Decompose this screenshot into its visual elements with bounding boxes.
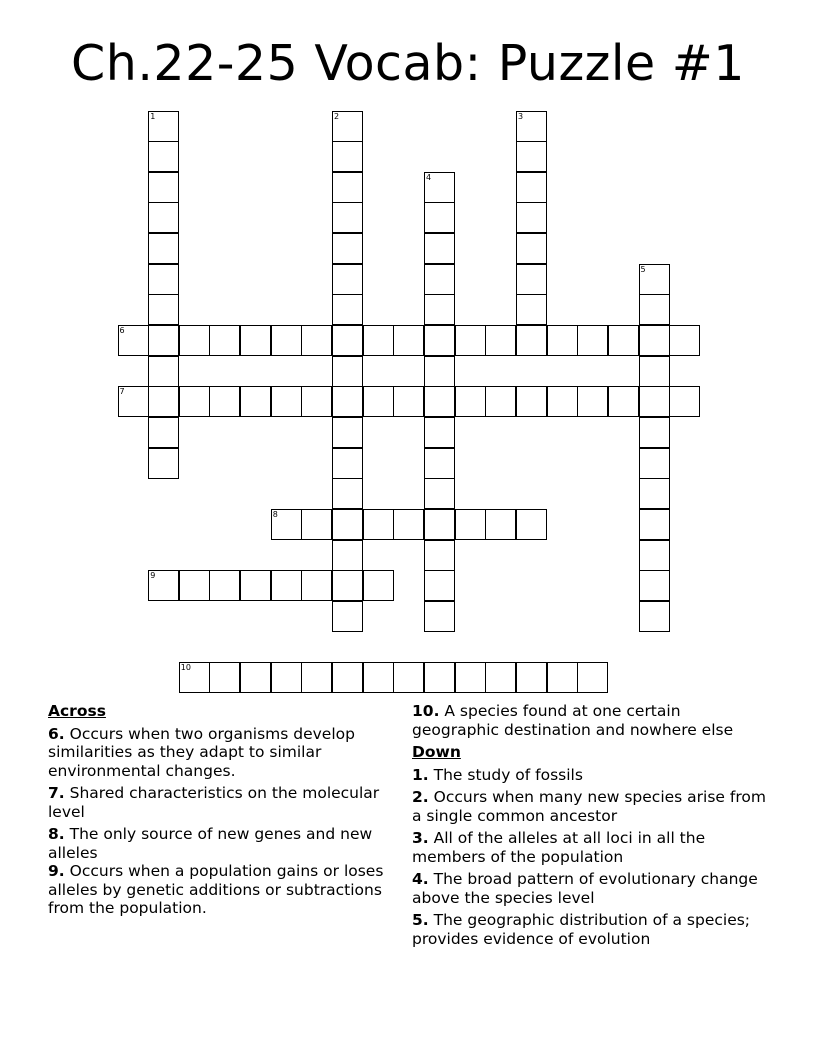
- crossword-cell[interactable]: [148, 386, 179, 417]
- clue-text: The only source of new genes and new alleles: [48, 825, 373, 862]
- crossword-cell[interactable]: [179, 662, 210, 693]
- cell-number: 1: [150, 111, 156, 121]
- crossword-cell[interactable]: [547, 325, 578, 356]
- crossword-cell[interactable]: [424, 417, 455, 448]
- crossword-cell[interactable]: [148, 172, 179, 203]
- clue-number: 3.: [412, 829, 429, 847]
- crossword-cell[interactable]: [393, 386, 424, 417]
- crossword-cell[interactable]: [240, 325, 271, 356]
- crossword-cell[interactable]: [363, 662, 394, 693]
- clue-text: The study of fossils: [433, 765, 583, 784]
- crossword-cell[interactable]: [669, 386, 700, 417]
- crossword-cell[interactable]: [393, 325, 424, 356]
- crossword-cell[interactable]: [639, 448, 670, 479]
- crossword-cell[interactable]: [669, 325, 700, 356]
- crossword-cell[interactable]: [424, 662, 455, 693]
- cell-number: 5: [640, 264, 646, 274]
- crossword-cell[interactable]: [516, 325, 547, 356]
- crossword-cell[interactable]: [424, 540, 455, 571]
- crossword-cell[interactable]: [363, 386, 394, 417]
- crossword-cell[interactable]: [179, 570, 210, 601]
- crossword-cell[interactable]: [363, 570, 394, 601]
- crossword-cell[interactable]: [148, 448, 179, 479]
- crossword-cell[interactable]: [455, 325, 486, 356]
- crossword-cell[interactable]: [516, 111, 547, 142]
- crossword-cell[interactable]: [639, 601, 670, 632]
- crossword-cell[interactable]: [332, 264, 363, 295]
- crossword-cell[interactable]: [424, 386, 455, 417]
- crossword-cell[interactable]: [516, 264, 547, 295]
- clue-number: 6.: [48, 724, 65, 743]
- crossword-cell[interactable]: [455, 386, 486, 417]
- clue-number: 8.: [48, 825, 65, 843]
- crossword-cell[interactable]: [424, 509, 455, 540]
- crossword-cell[interactable]: [639, 325, 670, 356]
- crossword-cell[interactable]: [516, 662, 547, 693]
- crossword-cell[interactable]: [118, 386, 149, 417]
- crossword-cell[interactable]: [577, 386, 608, 417]
- crossword-cell[interactable]: [485, 325, 516, 356]
- clue-across-6: [48, 725, 393, 781]
- cell-number: 2: [334, 111, 340, 121]
- crossword-cell[interactable]: [209, 662, 240, 693]
- crossword-cell[interactable]: [424, 325, 455, 356]
- crossword-cell[interactable]: [332, 540, 363, 571]
- clue-number: 7.: [48, 784, 65, 802]
- crossword-cell[interactable]: [301, 662, 332, 693]
- cell-number: 6: [119, 326, 125, 335]
- crossword-cell[interactable]: [332, 570, 363, 601]
- cell-number: 10: [180, 663, 191, 673]
- crossword-cell[interactable]: [301, 570, 332, 601]
- crossword-cell[interactable]: [148, 325, 179, 356]
- cell-number: 9: [150, 571, 156, 581]
- crossword-cell[interactable]: [577, 325, 608, 356]
- clue-text: All of the alleles at all loci in all the members of the population: [412, 829, 706, 866]
- crossword-cell[interactable]: [301, 325, 332, 356]
- crossword-cell[interactable]: [516, 509, 547, 540]
- crossword-cell[interactable]: [332, 662, 363, 693]
- crossword-cell[interactable]: [639, 264, 670, 295]
- crossword-cell[interactable]: [639, 356, 670, 387]
- crossword-cell[interactable]: [209, 386, 240, 417]
- crossword-cell[interactable]: [577, 662, 608, 693]
- crossword-cell[interactable]: [424, 356, 455, 387]
- across-heading: Across: [48, 702, 106, 720]
- crossword-cell[interactable]: [547, 662, 578, 693]
- clue-down-5: [412, 911, 772, 948]
- clue-number: 10.: [412, 702, 440, 720]
- cell-number: 8: [272, 509, 278, 519]
- clue-number: 5.: [412, 911, 429, 929]
- clue-across-8: [48, 825, 393, 862]
- crossword-cell[interactable]: [485, 509, 516, 540]
- crossword-cell[interactable]: [332, 172, 363, 203]
- crossword-cell[interactable]: [301, 386, 332, 417]
- crossword-cell[interactable]: [271, 662, 302, 693]
- crossword-cell[interactable]: [516, 141, 547, 172]
- crossword-cell[interactable]: [455, 509, 486, 540]
- crossword-cell[interactable]: [271, 570, 302, 601]
- crossword-cell[interactable]: [332, 141, 363, 172]
- crossword-cell[interactable]: [148, 111, 179, 142]
- cell-number: 4: [426, 172, 432, 182]
- crossword-cell[interactable]: [424, 294, 455, 325]
- clue-text: The broad pattern of evolutionary change above the species level: [412, 870, 758, 907]
- crossword-cell[interactable]: [424, 233, 455, 264]
- crossword-cell[interactable]: [424, 172, 455, 203]
- clue-text: Occurs when a population gains or loses alleles by genetic additions or subtractions from the population.: [48, 862, 384, 917]
- crossword-cell[interactable]: [332, 325, 363, 356]
- crossword-cell[interactable]: [332, 202, 363, 233]
- crossword-cell[interactable]: [118, 325, 149, 356]
- crossword-cell[interactable]: [332, 111, 363, 142]
- crossword-cell[interactable]: [148, 233, 179, 264]
- crossword-cell[interactable]: [485, 386, 516, 417]
- crossword-cell[interactable]: [516, 233, 547, 264]
- crossword-cell[interactable]: [424, 478, 455, 509]
- crossword-cell[interactable]: [485, 662, 516, 693]
- clue-number: 1.: [412, 765, 429, 784]
- crossword-cell[interactable]: [608, 325, 639, 356]
- crossword-cell[interactable]: [424, 570, 455, 601]
- crossword-cell[interactable]: [271, 386, 302, 417]
- crossword-cell[interactable]: [332, 448, 363, 479]
- crossword-cell[interactable]: [240, 570, 271, 601]
- crossword-cell[interactable]: [332, 417, 363, 448]
- crossword-cell[interactable]: [639, 417, 670, 448]
- crossword-cell[interactable]: [393, 509, 424, 540]
- clue-text: A species found at one certain geographic destination and nowhere else: [412, 702, 734, 739]
- clue-across-9: [48, 862, 393, 918]
- crossword-cell[interactable]: [179, 386, 210, 417]
- crossword-cell[interactable]: [148, 141, 179, 172]
- crossword-cell[interactable]: [424, 448, 455, 479]
- clue-text: Occurs when two organisms develop similarities as they adapt to similar environmental changes.: [48, 724, 355, 780]
- clues-left-column: [48, 702, 393, 922]
- crossword-cell[interactable]: [148, 264, 179, 295]
- crossword-cell[interactable]: [332, 233, 363, 264]
- crossword-cell[interactable]: [363, 325, 394, 356]
- crossword-cell[interactable]: [608, 386, 639, 417]
- crossword-cell[interactable]: [639, 540, 670, 571]
- crossword-cell[interactable]: [148, 417, 179, 448]
- crossword-cell[interactable]: [424, 264, 455, 295]
- crossword-cell[interactable]: [393, 662, 424, 693]
- clue-down-3: [412, 829, 772, 866]
- crossword-cell[interactable]: [148, 294, 179, 325]
- clue-across-10: [412, 702, 772, 739]
- crossword-cell[interactable]: [148, 570, 179, 601]
- cell-number: 7: [119, 387, 125, 397]
- clue-down-4: [412, 870, 772, 907]
- clue-text: Shared characteristics on the molecular level: [48, 784, 380, 821]
- cell-number: 3: [518, 111, 524, 121]
- crossword-cell[interactable]: [639, 509, 670, 540]
- clue-number: 4.: [412, 870, 429, 888]
- clue-number: 9.: [48, 862, 65, 880]
- crossword-cell[interactable]: [179, 325, 210, 356]
- crossword-cell[interactable]: [363, 509, 394, 540]
- crossword-cell[interactable]: [516, 202, 547, 233]
- crossword-cell[interactable]: [547, 386, 578, 417]
- crossword-cell[interactable]: [639, 570, 670, 601]
- crossword-cell[interactable]: [240, 662, 271, 693]
- crossword-cell[interactable]: [516, 172, 547, 203]
- crossword-cell[interactable]: [639, 294, 670, 325]
- crossword-cell[interactable]: [332, 294, 363, 325]
- crossword-cell[interactable]: [301, 509, 332, 540]
- clue-text: The geographic distribution of a species; provides evidence of evolution: [412, 911, 751, 948]
- crossword-cell[interactable]: [516, 386, 547, 417]
- clue-number: 2.: [412, 788, 429, 806]
- crossword-cell[interactable]: [271, 325, 302, 356]
- crossword-cell[interactable]: [455, 662, 486, 693]
- crossword-cell[interactable]: [209, 325, 240, 356]
- down-heading: Down: [412, 743, 461, 761]
- page-title: Ch.22-25 Vocab: Puzzle #1: [71, 35, 745, 92]
- clue-down-2: [412, 788, 772, 825]
- crossword-cell[interactable]: [271, 509, 302, 540]
- crossword-cell[interactable]: [332, 509, 363, 540]
- crossword-cell[interactable]: [639, 478, 670, 509]
- crossword-cell[interactable]: [516, 294, 547, 325]
- clue-down-1: [412, 766, 772, 785]
- crossword-cell[interactable]: [639, 386, 670, 417]
- clue-text: Occurs when many new species arise from a single common ancestor: [412, 788, 766, 825]
- clue-across-7: [48, 784, 393, 821]
- crossword-cell[interactable]: [332, 386, 363, 417]
- crossword-cell[interactable]: [148, 356, 179, 387]
- crossword-cell[interactable]: [424, 202, 455, 233]
- crossword-cell[interactable]: [148, 202, 179, 233]
- crossword-cell[interactable]: [332, 478, 363, 509]
- crossword-cell[interactable]: [332, 601, 363, 632]
- crossword-cell[interactable]: [209, 570, 240, 601]
- clues-right-column: [412, 702, 772, 952]
- crossword-cell[interactable]: [332, 356, 363, 387]
- crossword-cell[interactable]: [240, 386, 271, 417]
- crossword-cell[interactable]: [424, 601, 455, 632]
